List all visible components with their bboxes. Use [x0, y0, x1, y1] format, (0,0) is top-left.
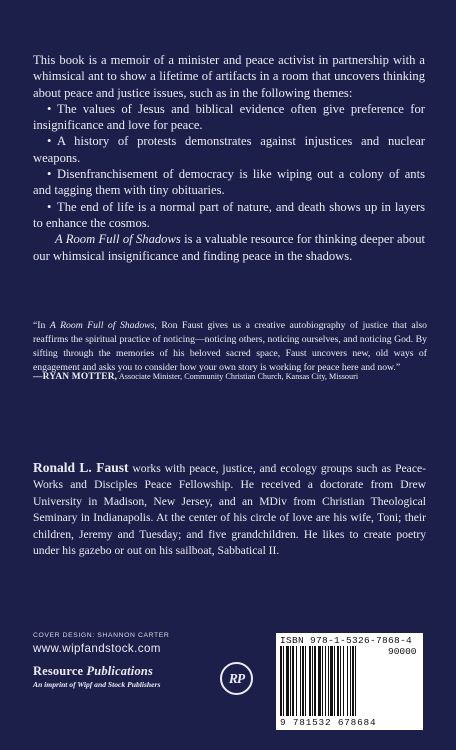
bio-text: works with peace, justice, and ecology groups such as Peace-Works and Disciples Peace Fellowship. He received a doctorate from Drew University in Madison, New Jersey, and an MDiv from Christian Theological Seminary in Indianapolis. At the center of his circle of love are his wife, Toni; their children, Jeremy and Tuesday; and five grandchildren. He likes to create poetry under his gazebo or out on his sailboat, Sabbatical II.: [33, 462, 426, 558]
ean-barcode-bars: [280, 646, 385, 718]
author-name: Ronald L. Faust: [33, 460, 129, 475]
bullet-icon: •: [47, 199, 52, 214]
isbn-barcode: [276, 633, 423, 730]
publisher-website: www.wipfandstock.com: [33, 642, 161, 655]
book-title: A Room Full of Shadows: [55, 232, 181, 247]
author-bio: [33, 460, 426, 559]
description-closing: A Room Full of Shadows is a valuable resource for thinking deeper about our whimsical insignificance and finding peace in the shadows.: [33, 232, 425, 263]
theme-item: • Disenfranchisement of democracy is like wiping out a colony of ants and tagging them with tiny obituaries.: [33, 167, 425, 198]
endorser-name: —RYAN MOTTER,: [33, 372, 118, 382]
endorsement-attribution: [33, 371, 433, 383]
publisher-subtitle: An imprint of Wipf and Stock Publishers: [33, 680, 161, 689]
theme-item: • The values of Jesus and biblical evidence often give preference for insignificance and love for peace.: [33, 101, 425, 133]
bullet-icon: •: [47, 101, 52, 116]
endorser-affiliation: Associate Minister, Community Christian Church, Kansas City, Missouri: [117, 372, 359, 381]
theme-item: • The end of life is a normal part of nature, and death shows up in layers to enhance the cosmos.: [33, 199, 425, 230]
isbn-label: ISBN 978-1-5326-7868-4: [280, 635, 413, 646]
bullet-icon: •: [47, 134, 52, 149]
description-intro: This book is a memoir of a minister and peace activist in partnership with a whimsical ant to show a lifetime of artifacts in a room that uncovers thinking about peace and justice issues, such as in the following themes:: [33, 53, 425, 100]
book-description: [33, 52, 425, 264]
publisher-logo-icon: RP: [220, 662, 253, 695]
publisher-name: Resource Publications: [33, 664, 153, 678]
endorsement-quote: “In A Room Full of Shadows, Ron Faust gives us a creative autobiography of justice that also reaffirms the spiritual practice of noticing—noticing others, noticing ourselves, and noticing God. By sifting through the memories of his beloved sacred space, Faust uncovers new, old ways of engagement and asks you to consider how your own story is working for peace here and now.”: [33, 320, 428, 374]
ean-digits: 9 781532 678684: [280, 717, 377, 728]
price-code: 90000: [388, 646, 417, 657]
publisher-imprint: [33, 664, 160, 689]
theme-item: • A history of protests demonstrates against injustices and nuclear weapons.: [33, 134, 425, 165]
bullet-icon: •: [47, 167, 52, 182]
quote-book-title: A Room Full of Shadows,: [49, 320, 157, 331]
cover-design-credit: COVER DESIGN: SHANNON CARTER: [33, 632, 170, 639]
theme-list: [33, 101, 425, 231]
